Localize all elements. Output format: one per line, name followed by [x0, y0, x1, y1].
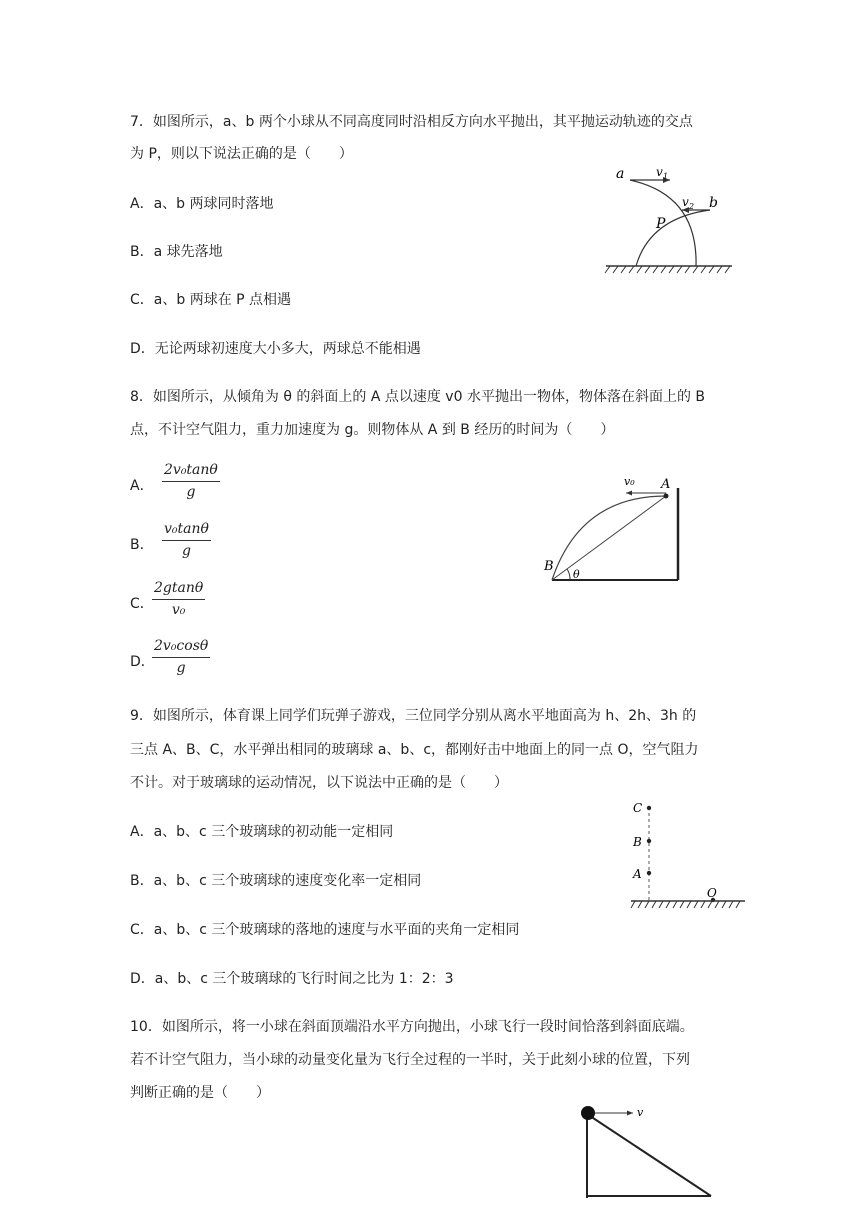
q8-option-a-letter: A．	[130, 478, 154, 494]
q9-option-a: A．a、b、c 三个玻璃球的初动能一定相同	[130, 824, 394, 840]
q7-option-b: B．a 球先落地	[130, 244, 223, 260]
q7-option-d: D．无论两球初速度大小多大，两球总不能相遇	[130, 341, 421, 357]
q7-figure	[600, 160, 740, 275]
q9-label-b: B	[633, 835, 642, 849]
q10-stem-line3: 判断正确的是（ ）	[130, 1085, 270, 1101]
q8-option-d-letter: D．	[130, 654, 155, 670]
q8-stem-line2: 点，不计空气阻力，重力加速度为 g。则物体从 A 到 B 经历的时间为（ ）	[130, 422, 615, 438]
q8-option-b-denominator: g	[181, 543, 191, 559]
q10-label-v: v	[637, 1106, 644, 1119]
q7-option-a: A．a、b 两球同时落地	[130, 196, 274, 212]
q9-option-b: B．a、b、c 三个玻璃球的速度变化率一定相同	[130, 873, 422, 889]
q8-figure	[540, 470, 690, 585]
q7-stem-line1: 7．如图所示，a、b 两个小球从不同高度同时沿相反方向水平抛出，其平抛运动轨迹的交点	[130, 114, 693, 130]
q7-label-b: b	[709, 195, 718, 211]
q7-label-p: P	[656, 216, 666, 232]
q9-label-a: A	[633, 867, 642, 881]
q8-option-a-numerator: 2v₀tanθ	[162, 462, 220, 482]
q8-label-a: A	[661, 477, 671, 492]
q9-label-o: O	[707, 886, 717, 900]
q8-option-d-numerator: 2v₀cosθ	[152, 638, 210, 658]
q7-label-v1-sub: 1	[663, 172, 669, 181]
q7-label-v2-sub: 2	[689, 202, 695, 211]
q7-option-c: C．a、b 两球在 P 点相遇	[130, 292, 292, 308]
q8-option-c-fraction	[152, 580, 205, 618]
q8-option-c-letter: C．	[130, 596, 154, 612]
q7-stem-line2: 为 P，则以下说法正确的是（ ）	[130, 146, 353, 162]
q10-stem-line2: 若不计空气阻力，当小球的动量变化量为飞行全过程的一半时，关于此刻小球的位置，下列	[130, 1052, 690, 1068]
q8-label-theta: θ	[573, 568, 580, 581]
q8-option-a-fraction	[162, 462, 220, 500]
q8-option-b-letter: B．	[130, 537, 154, 553]
q8-option-a-denominator: g	[186, 484, 196, 500]
q9-stem-line2: 三点 A、B、C，水平弹出相同的玻璃球 a、b、c，都刚好击中地面上的同一点 O，空气阻力	[130, 742, 699, 758]
q9-figure	[625, 795, 750, 915]
q9-option-d: D．a、b、c 三个玻璃球的飞行时间之比为 1：2：3	[130, 971, 454, 987]
q7-label-v2: v	[682, 195, 689, 209]
q8-option-b-numerator: v₀tanθ	[162, 521, 211, 541]
q8-option-c-denominator: v₀	[171, 602, 186, 618]
q8-option-d-fraction	[152, 638, 210, 676]
q8-stem-line1: 8．如图所示，从倾角为 θ 的斜面上的 A 点以速度 v0 水平抛出一物体，物体落在斜面上的 B	[130, 389, 705, 405]
q10-figure	[575, 1100, 720, 1200]
q9-stem-line1: 9．如图所示，体育课上同学们玩弹子游戏，三位同学分别从离水平地面高为 h、2h、3h 的	[130, 708, 697, 724]
q9-stem-line3: 不计。对于玻璃球的运动情况，以下说法中正确的是（ ）	[130, 775, 508, 791]
q8-label-b: B	[544, 559, 554, 574]
q8-option-d-denominator: g	[176, 660, 186, 676]
q7-label-a: a	[616, 166, 625, 182]
q8-label-v0: v₀	[624, 475, 635, 488]
q7-label-v1: v	[656, 165, 663, 179]
q10-stem-line1: 10．如图所示，将一小球在斜面顶端沿水平方向抛出，小球飞行一段时间恰落到斜面底端。	[130, 1019, 694, 1035]
q8-option-b-fraction	[162, 521, 211, 559]
q8-option-c-numerator: 2gtanθ	[152, 580, 205, 600]
q9-option-c: C．a、b、c 三个玻璃球的落地的速度与水平面的夹角一定相同	[130, 922, 520, 938]
q9-label-c: C	[633, 801, 643, 815]
